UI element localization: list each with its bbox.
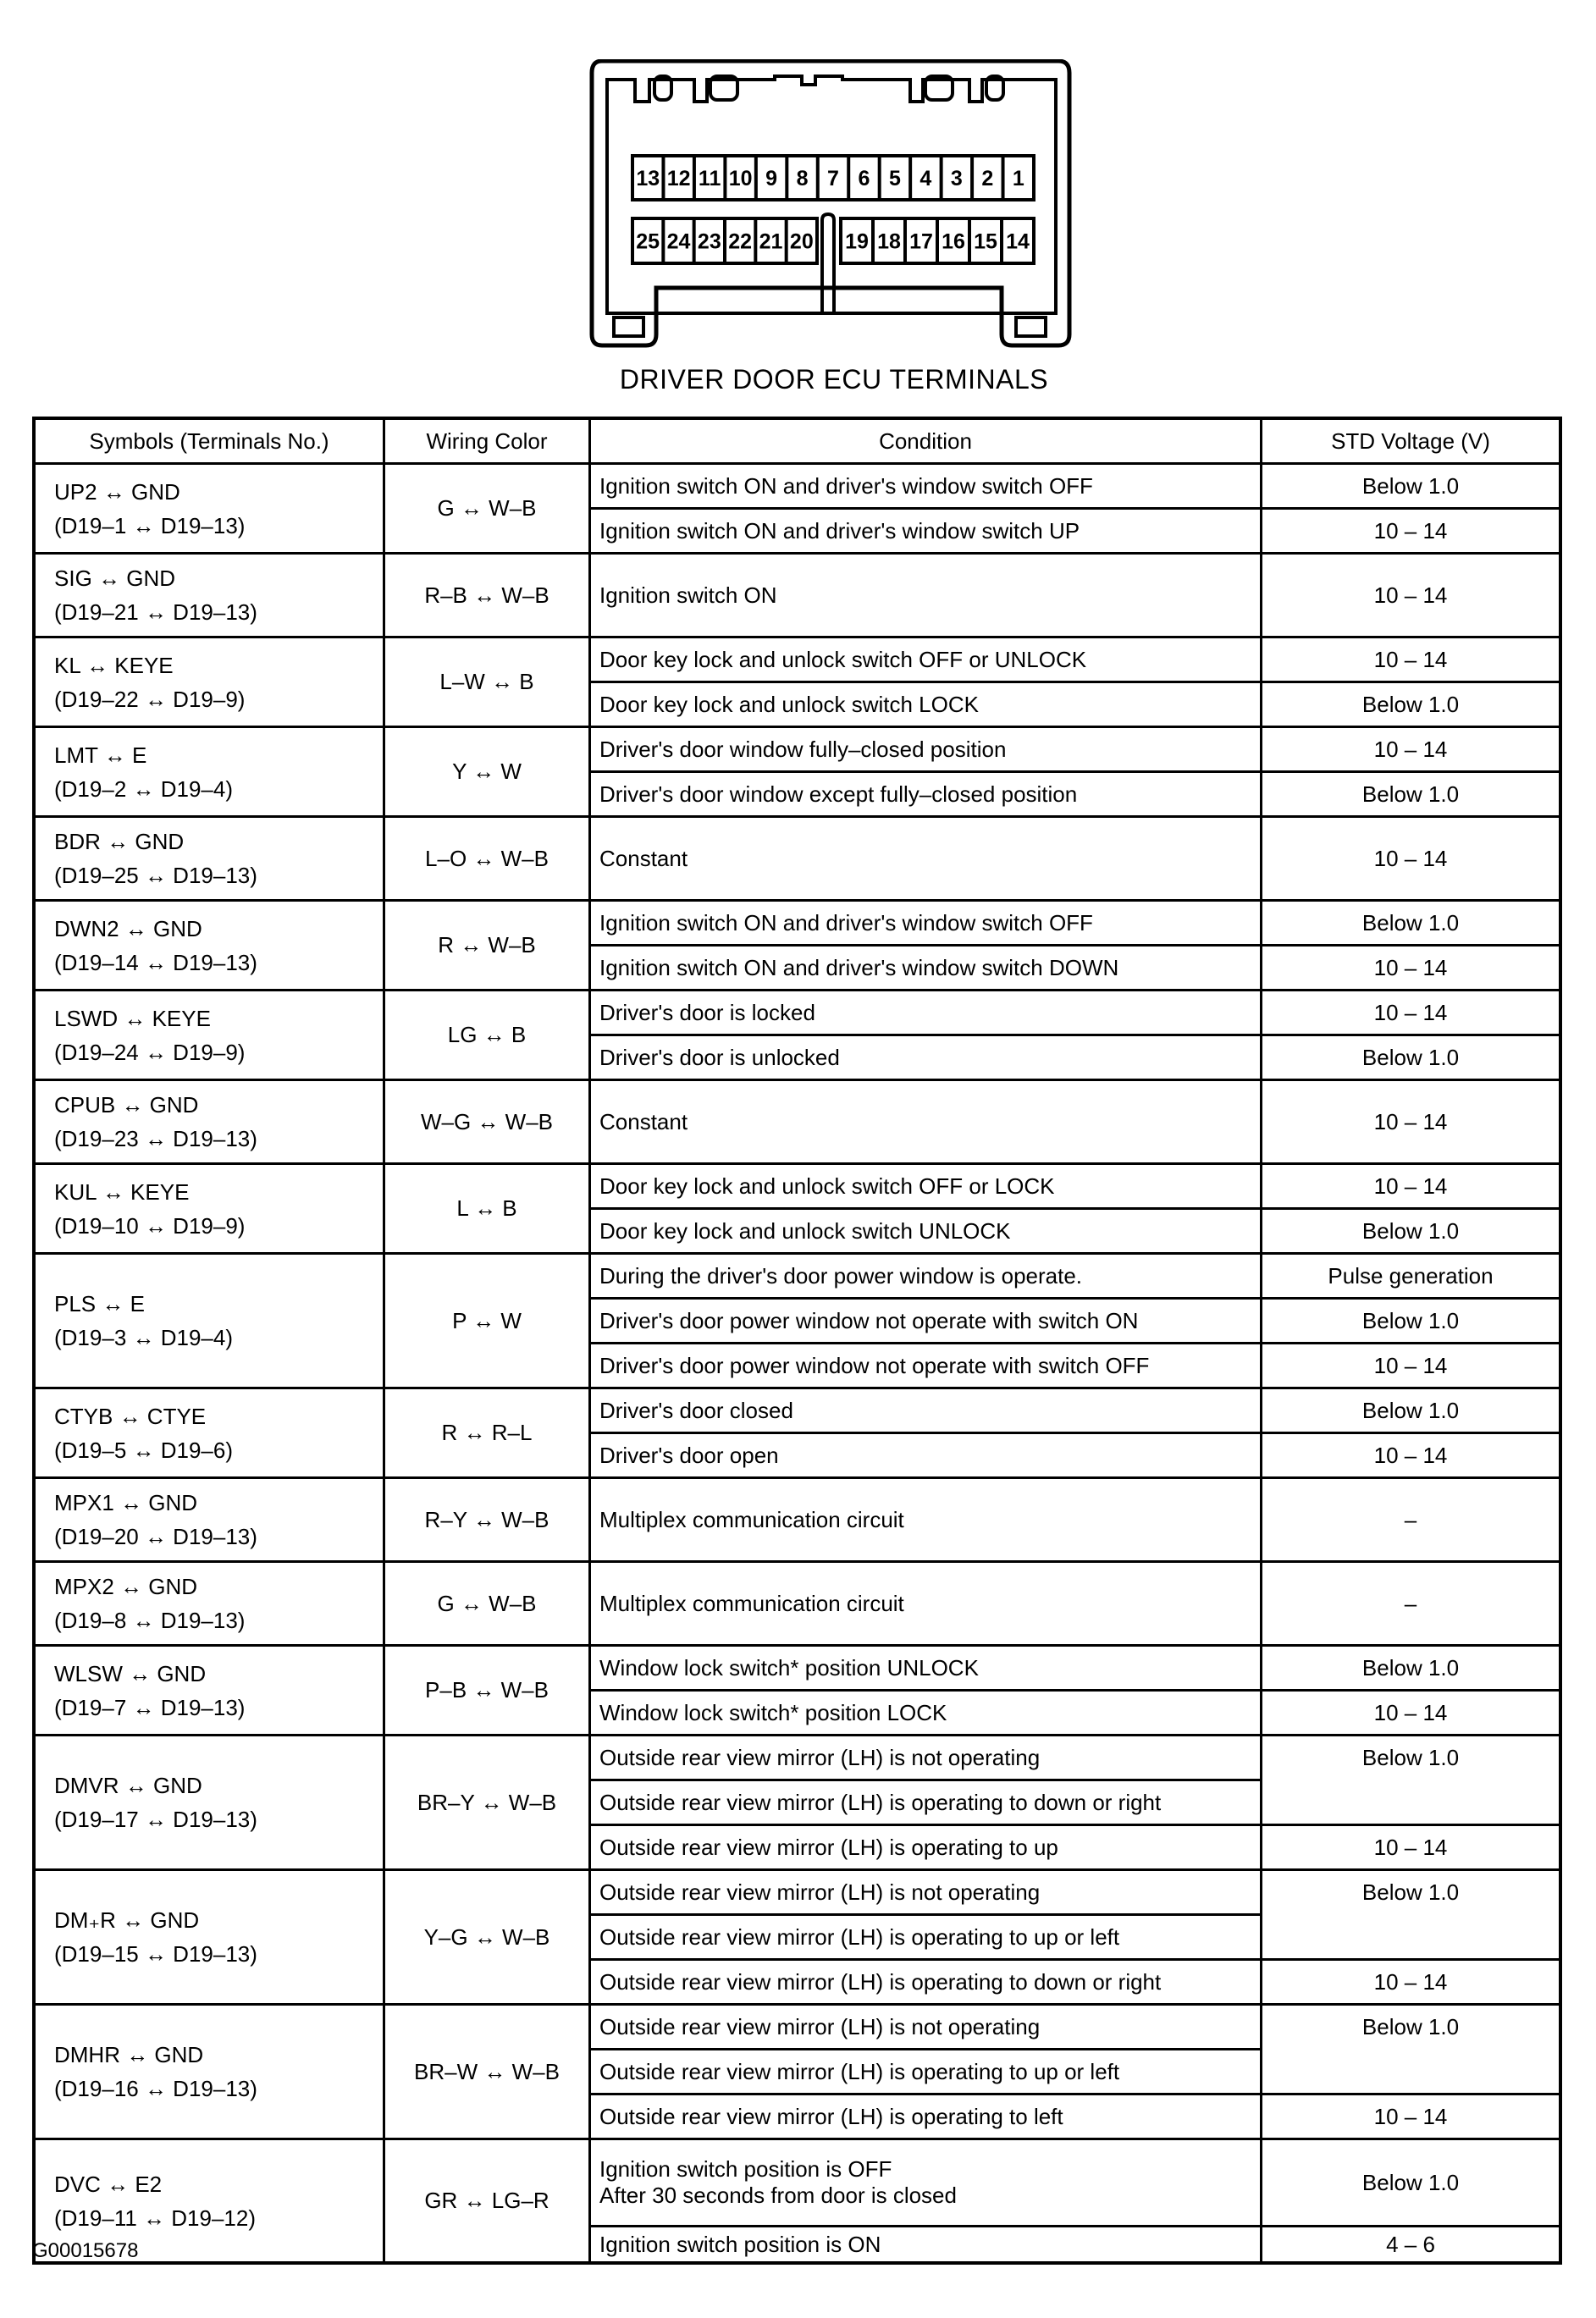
terminal-number: 19: [845, 229, 869, 254]
condition-cell: [590, 637, 1262, 682]
terminal-numbers: (D19–22 ↔ D19–9): [54, 686, 246, 712]
condition-cell: [590, 1433, 1262, 1478]
wiring-color-cell: GR ↔ LG–R: [384, 2139, 590, 2264]
terminal-number: 4: [919, 167, 932, 190]
table-header-row: [34, 418, 1560, 464]
condition-cell: [590, 1388, 1262, 1433]
wiring-color-cell: G ↔ W–B: [384, 464, 590, 554]
table-row: [34, 991, 1560, 1035]
table-row: [34, 637, 1560, 682]
wiring-color-cell: R–Y ↔ W–B: [384, 1478, 590, 1562]
symbol-name: LSWD ↔ KEYE: [54, 1005, 211, 1031]
symbol-cell: [34, 464, 384, 554]
terminal-number: 10: [728, 167, 753, 190]
symbol-name: KL ↔ KEYE: [54, 652, 174, 678]
terminal-numbers: (D19–21 ↔ D19–13): [54, 599, 257, 625]
table-row: [34, 554, 1560, 637]
table-row: [34, 1080, 1560, 1164]
table-row: [34, 2139, 1560, 2227]
condition-text: Outside rear view mirror (LH) is operating to up or left: [599, 2058, 1120, 2084]
condition-text: Driver's door is locked: [599, 999, 815, 1025]
terminal-numbers: (D19–17 ↔ D19–13): [54, 1807, 257, 1832]
terminal-numbers: (D19–2 ↔ D19–4): [54, 775, 233, 802]
symbol-name: MPX1 ↔ GND: [54, 1490, 198, 1515]
terminal-numbers: (D19–3 ↔ D19–4): [54, 1325, 233, 1350]
condition-cell: [590, 772, 1262, 817]
header-condition: Condition: [590, 418, 1262, 464]
table-row: [34, 1870, 1560, 1915]
terminal-number: 17: [909, 229, 933, 254]
std-voltage-cell: 10 – 14: [1262, 1344, 1561, 1388]
symbol-name: DMHR ↔ GND: [54, 2042, 204, 2067]
symbol-name: DM₊R ↔ GND: [54, 1907, 200, 1933]
condition-text: Outside rear view mirror (LH) is operating to down or right: [599, 1789, 1162, 1815]
condition-text: Driver's door is unlocked: [599, 1044, 840, 1070]
terminal-number: 9: [765, 167, 778, 190]
condition-cell: [590, 464, 1262, 509]
condition-text: Door key lock and unlock switch OFF or LOCK: [599, 1173, 1055, 1199]
symbol-name: DWN2 ↔ GND: [54, 915, 202, 941]
std-voltage-cell: 10 – 14: [1262, 1691, 1561, 1736]
condition-text: Driver's door open: [599, 1442, 779, 1468]
symbol-name: PLS ↔ E: [54, 1291, 145, 1316]
terminal-number: 11: [698, 167, 721, 190]
terminal-voltage-table: [32, 417, 1562, 2265]
condition-text: Ignition switch position is OFF: [599, 2156, 892, 2182]
condition-cell: [590, 2094, 1262, 2139]
condition-cell: [590, 682, 1262, 727]
symbol-name: DVC ↔ E2: [54, 2171, 163, 2197]
terminal-numbers: (D19–10 ↔ D19–9): [54, 1212, 246, 1239]
condition-text: Constant: [599, 845, 688, 871]
ecu-connector-diagram: [588, 59, 1075, 356]
std-voltage-cell: Pulse generation: [1262, 1254, 1561, 1299]
std-voltage-cell: Below 1.0: [1262, 1209, 1561, 1254]
terminal-number: 23: [697, 229, 721, 254]
symbol-cell: [34, 817, 384, 901]
wiring-color-cell: W–G ↔ W–B: [384, 1080, 590, 1164]
terminal-numbers: (D19–15 ↔ D19–13): [54, 1941, 257, 1967]
wiring-color-cell: Y ↔ W: [384, 727, 590, 817]
std-voltage-cell: 4 – 6: [1262, 2227, 1561, 2264]
std-voltage-cell: Below 1.0: [1262, 1870, 1561, 1960]
std-voltage-cell: 10 – 14: [1262, 554, 1561, 637]
symbol-cell: [34, 1254, 384, 1388]
symbol-name: BDR ↔ GND: [54, 829, 185, 854]
terminal-number: 5: [888, 167, 901, 190]
condition-cell: [590, 946, 1262, 991]
condition-cell: [590, 2139, 1262, 2227]
condition-text: Driver's door window except fully–closed position: [599, 781, 1078, 807]
condition-text: Ignition switch ON and driver's window switch DOWN: [599, 954, 1119, 980]
condition-cell: [590, 1870, 1262, 1915]
table-row: [34, 901, 1560, 946]
terminal-number: 13: [636, 167, 660, 190]
wiring-color-cell: L–O ↔ W–B: [384, 817, 590, 901]
condition-cell: [590, 1164, 1262, 1209]
terminal-number: 16: [942, 229, 965, 254]
condition-text: Outside rear view mirror (LH) is not operating: [599, 1879, 1041, 1905]
wiring-color-cell: L–W ↔ B: [384, 637, 590, 727]
terminal-number: 24: [666, 229, 691, 254]
header-wiring-color: Wiring Color: [384, 418, 590, 464]
std-voltage-cell: 10 – 14: [1262, 946, 1561, 991]
terminal-number: 22: [728, 229, 753, 254]
std-voltage-cell: Below 1.0: [1262, 464, 1561, 509]
symbol-name: CTYB ↔ CTYE: [54, 1403, 207, 1429]
std-voltage-cell: Below 1.0: [1262, 682, 1561, 727]
symbol-name: MPX2 ↔ GND: [54, 1574, 198, 1599]
std-voltage-cell: 10 – 14: [1262, 1164, 1561, 1209]
wiring-color-cell: R ↔ R–L: [384, 1388, 590, 1478]
condition-cell: [590, 1562, 1262, 1646]
condition-cell: [590, 2005, 1262, 2050]
condition-cell: [590, 1691, 1262, 1736]
wiring-color-cell: P–B ↔ W–B: [384, 1646, 590, 1736]
std-voltage-cell: 10 – 14: [1262, 1960, 1561, 2005]
condition-cell: [590, 817, 1262, 901]
std-voltage-cell: –: [1262, 1562, 1561, 1646]
condition-cell: [590, 1915, 1262, 1960]
std-voltage-cell: Below 1.0: [1262, 901, 1561, 946]
std-voltage-cell: 10 – 14: [1262, 509, 1561, 554]
std-voltage-cell: Below 1.0: [1262, 1646, 1561, 1691]
symbol-cell: [34, 1562, 384, 1646]
std-voltage-cell: 10 – 14: [1262, 727, 1561, 772]
symbol-cell: [34, 1388, 384, 1478]
condition-cell: [590, 1646, 1262, 1691]
std-voltage-cell: –: [1262, 1478, 1561, 1562]
symbol-name: SIG ↔ GND: [54, 566, 176, 591]
terminal-number: 21: [759, 229, 783, 254]
terminal-number: 12: [666, 167, 691, 190]
symbol-cell: [34, 1736, 384, 1870]
condition-text: Constant: [599, 1108, 688, 1134]
condition-text: During the driver's door power window is operate.: [599, 1262, 1083, 1289]
condition-text: Ignition switch ON: [599, 582, 777, 608]
wiring-color-cell: LG ↔ B: [384, 991, 590, 1080]
terminal-number: 3: [950, 167, 963, 190]
condition-text: Outside rear view mirror (LH) is not operating: [599, 1744, 1041, 1770]
condition-cell: [590, 1209, 1262, 1254]
header-std-voltage: STD Voltage (V): [1262, 418, 1561, 464]
std-voltage-cell: 10 – 14: [1262, 991, 1561, 1035]
table-row: [34, 1164, 1560, 1209]
terminal-number: 6: [858, 167, 870, 190]
table-row: [34, 1736, 1560, 1780]
symbol-cell: [34, 637, 384, 727]
symbol-name: DMVR ↔ GND: [54, 1773, 202, 1798]
condition-cell: [590, 509, 1262, 554]
terminal-numbers: (D19–16 ↔ D19–13): [54, 2076, 257, 2101]
wiring-color-cell: BR–Y ↔ W–B: [384, 1736, 590, 1870]
symbol-name: CPUB ↔ GND: [54, 1092, 199, 1118]
terminal-numbers: (D19–14 ↔ D19–13): [54, 949, 257, 975]
terminal-number: 25: [636, 229, 660, 254]
std-voltage-cell: Below 1.0: [1262, 2139, 1561, 2227]
table-row: [34, 727, 1560, 772]
condition-text: Ignition switch position is ON: [599, 2231, 881, 2257]
condition-cell: [590, 1825, 1262, 1870]
std-voltage-cell: 10 – 14: [1262, 637, 1561, 682]
terminal-number: 15: [974, 229, 997, 254]
terminal-number: 18: [877, 229, 901, 254]
symbol-cell: [34, 1080, 384, 1164]
condition-cell: [590, 991, 1262, 1035]
table-row: [34, 1646, 1560, 1691]
table-row: [34, 1254, 1560, 1299]
condition-cell: [590, 1780, 1262, 1825]
std-voltage-cell: 10 – 14: [1262, 1080, 1561, 1164]
condition-cell: [590, 1478, 1262, 1562]
std-voltage-cell: Below 1.0: [1262, 1736, 1561, 1825]
condition-text: Driver's door window fully–closed position: [599, 736, 1007, 762]
std-voltage-cell: 10 – 14: [1262, 1433, 1561, 1478]
wiring-color-cell: Y–G ↔ W–B: [384, 1870, 590, 2005]
condition-text: Ignition switch ON and driver's window switch OFF: [599, 472, 1093, 499]
terminal-numbers: (D19–5 ↔ D19–6): [54, 1437, 233, 1463]
wiring-color-cell: G ↔ W–B: [384, 1562, 590, 1646]
std-voltage-cell: Below 1.0: [1262, 1035, 1561, 1080]
std-voltage-cell: Below 1.0: [1262, 1388, 1561, 1433]
symbol-cell: [34, 727, 384, 817]
condition-cell: [590, 1254, 1262, 1299]
std-voltage-cell: Below 1.0: [1262, 2005, 1561, 2094]
condition-text: Outside rear view mirror (LH) is operating to up or left: [599, 1923, 1120, 1950]
symbol-cell: [34, 1870, 384, 2005]
condition-text: Driver's door power window not operate with switch ON: [599, 1307, 1139, 1333]
wiring-color-cell: BR–W ↔ W–B: [384, 2005, 590, 2139]
symbol-cell: [34, 1478, 384, 1562]
condition-cell: [590, 1960, 1262, 2005]
table-row: [34, 1388, 1560, 1433]
terminal-numbers: (D19–20 ↔ D19–13): [54, 1524, 257, 1549]
condition-text: Outside rear view mirror (LH) is operating to left: [599, 2103, 1063, 2129]
terminal-number: 20: [789, 229, 814, 254]
table-row: [34, 817, 1560, 901]
condition-cell: [590, 1736, 1262, 1780]
symbol-cell: [34, 991, 384, 1080]
condition-cell: [590, 1344, 1262, 1388]
std-voltage-cell: Below 1.0: [1262, 772, 1561, 817]
std-voltage-cell: Below 1.0: [1262, 1299, 1561, 1344]
table-row: [34, 464, 1560, 509]
terminal-number: 7: [827, 167, 839, 190]
wiring-color-cell: P ↔ W: [384, 1254, 590, 1388]
condition-cell: [590, 1080, 1262, 1164]
condition-cell: [590, 2050, 1262, 2094]
terminal-numbers: (D19–7 ↔ D19–13): [54, 1694, 246, 1720]
terminal-numbers: (D19–11 ↔ D19–12): [54, 2205, 256, 2231]
terminal-number: 14: [1006, 229, 1030, 254]
symbol-name: UP2 ↔ GND: [54, 478, 180, 505]
terminal-numbers: (D19–8 ↔ D19–13): [54, 1608, 246, 1633]
condition-cell: [590, 1299, 1262, 1344]
std-voltage-cell: 10 – 14: [1262, 2094, 1561, 2139]
condition-text: Multiplex communication circuit: [599, 1506, 904, 1532]
terminal-numbers: (D19–24 ↔ D19–9): [54, 1039, 246, 1065]
condition-text: Window lock switch* position LOCK: [599, 1699, 947, 1725]
symbol-cell: [34, 2005, 384, 2139]
terminal-number: 1: [1012, 167, 1024, 190]
header-symbols: Symbols (Terminals No.): [34, 418, 384, 464]
condition-text: Door key lock and unlock switch OFF or UNLOCK: [599, 646, 1087, 672]
condition-text: Outside rear view mirror (LH) is not operating: [599, 2013, 1041, 2039]
condition-text: Door key lock and unlock switch UNLOCK: [599, 1217, 1011, 1244]
terminal-numbers: (D19–1 ↔ D19–13): [54, 512, 246, 538]
condition-text: Multiplex communication circuit: [599, 1590, 904, 1616]
std-voltage-cell: 10 – 14: [1262, 1825, 1561, 1870]
condition-text-line2: After 30 seconds from door is closed: [599, 2183, 957, 2208]
symbol-name: WLSW ↔ GND: [54, 1660, 207, 1686]
table-row: [34, 2005, 1560, 2050]
condition-text: Window lock switch* position UNLOCK: [599, 1654, 979, 1681]
terminal-numbers: (D19–25 ↔ D19–13): [54, 863, 257, 888]
condition-text: Ignition switch ON and driver's window switch UP: [599, 517, 1080, 544]
wiring-color-cell: R–B ↔ W–B: [384, 554, 590, 637]
symbol-cell: [34, 901, 384, 991]
symbol-name: LMT ↔ E: [54, 742, 147, 768]
wiring-color-cell: R ↔ W–B: [384, 901, 590, 991]
diagram-title: DRIVER DOOR ECU TERMINALS: [619, 364, 1049, 395]
terminal-number: 8: [796, 167, 809, 190]
table-row: [34, 1562, 1560, 1646]
condition-text: Outside rear view mirror (LH) is operating to up: [599, 1834, 1058, 1860]
table-row: [34, 1478, 1560, 1562]
condition-cell: [590, 1035, 1262, 1080]
condition-text: Door key lock and unlock switch LOCK: [599, 691, 979, 717]
wiring-color-cell: L ↔ B: [384, 1164, 590, 1254]
condition-text: Driver's door power window not operate with switch OFF: [599, 1352, 1150, 1378]
condition-cell: [590, 554, 1262, 637]
symbol-cell: [34, 554, 384, 637]
condition-cell: [590, 901, 1262, 946]
terminal-numbers: (D19–23 ↔ D19–13): [54, 1126, 257, 1151]
condition-cell: [590, 727, 1262, 772]
condition-text: Driver's door closed: [599, 1397, 793, 1423]
symbol-name: KUL ↔ KEYE: [54, 1178, 190, 1205]
condition-cell: [590, 2227, 1262, 2264]
condition-text: Outside rear view mirror (LH) is operating to down or right: [599, 1968, 1162, 1995]
terminal-number: 2: [981, 167, 994, 190]
condition-text: Ignition switch ON and driver's window switch OFF: [599, 909, 1093, 935]
symbol-cell: [34, 1164, 384, 1254]
symbol-cell: [34, 1646, 384, 1736]
std-voltage-cell: 10 – 14: [1262, 817, 1561, 901]
figure-code: G00015678: [32, 2239, 139, 2262]
